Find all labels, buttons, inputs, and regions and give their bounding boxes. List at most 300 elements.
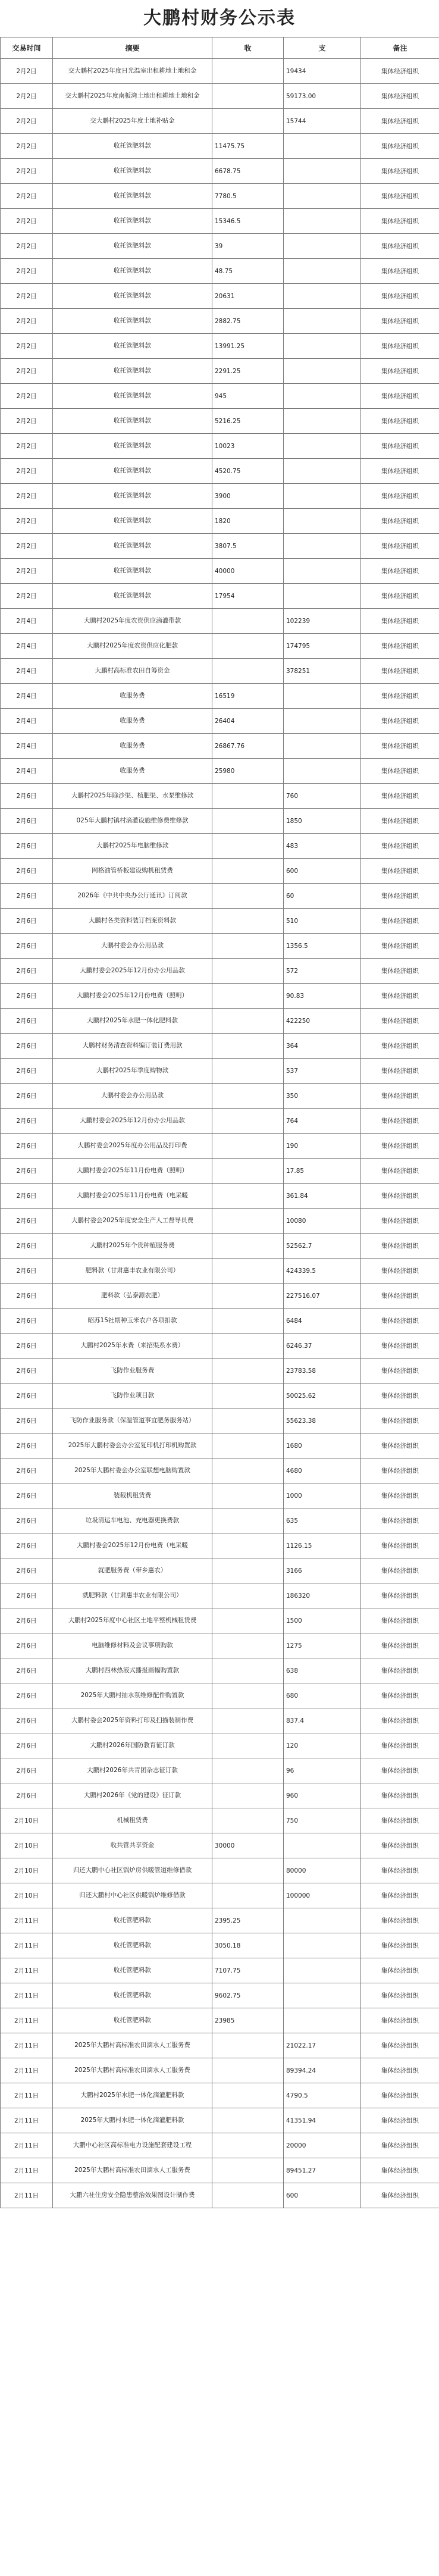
table-row (1, 1808, 439, 1833)
cell-summary: 收托管肥料款 (53, 1933, 212, 1958)
cell-summary: 交大鹏村2025年度南板湾土地出租耕地土地租金 (53, 84, 212, 109)
cell-summary: 大鹏村2025年度中心社区土地平整机械租赁费 (53, 1608, 212, 1633)
cell-date: 2月6日 (1, 1483, 53, 1508)
cell-summary: 大鹏村2025年水肥一体化肥料款 (53, 1009, 212, 1034)
cell-note: 集体经济组织 (361, 1633, 439, 1658)
cell-note: 集体经济组织 (361, 434, 439, 459)
cell-income (212, 2083, 284, 2108)
cell-income: 3050.18 (212, 1933, 284, 1958)
table-row (1, 684, 439, 709)
cell-expense: 960 (284, 1783, 361, 1808)
cell-summary: 机械租赁费 (53, 1808, 212, 1833)
cell-date: 2月2日 (1, 434, 53, 459)
cell-income (212, 1858, 284, 1883)
cell-income (212, 1334, 284, 1359)
table-row (1, 1009, 439, 1034)
cell-expense: 100000 (284, 1883, 361, 1908)
cell-note: 集体经济组织 (361, 1458, 439, 1483)
cell-income (212, 1783, 284, 1808)
cell-note: 集体经济组织 (361, 659, 439, 684)
cell-summary: 大鹏村委会办公用品款 (53, 1084, 212, 1109)
cell-date: 2月6日 (1, 934, 53, 959)
table-row (1, 1134, 439, 1159)
table-row (1, 559, 439, 584)
cell-expense: 17.85 (284, 1159, 361, 1184)
table-row (1, 1408, 439, 1433)
cell-note: 集体经济组织 (361, 184, 439, 209)
cell-date: 2月2日 (1, 409, 53, 434)
cell-summary: 收托管肥料款 (53, 309, 212, 334)
cell-date: 2月2日 (1, 109, 53, 134)
cell-expense: 89394.24 (284, 2058, 361, 2083)
cell-note: 集体经济组织 (361, 734, 439, 759)
cell-note: 集体经济组织 (361, 159, 439, 184)
cell-note: 集体经济组织 (361, 1608, 439, 1633)
cell-expense: 227516.07 (284, 1284, 361, 1309)
cell-date: 2月2日 (1, 334, 53, 359)
header-date: 交易时间 (1, 37, 53, 59)
cell-expense (284, 484, 361, 509)
cell-date: 2月6日 (1, 1084, 53, 1109)
cell-note: 集体经济组织 (361, 1134, 439, 1159)
cell-income (212, 1758, 284, 1783)
cell-summary: 大鹏村西林热液式播报画幅购置款 (53, 1658, 212, 1683)
cell-summary: 收托管肥料款 (53, 434, 212, 459)
table-body (1, 59, 439, 2208)
cell-date: 2月10日 (1, 1858, 53, 1883)
cell-income: 3900 (212, 484, 284, 509)
cell-summary: 大鹏村委会办公用品款 (53, 934, 212, 959)
cell-expense: 764 (284, 1109, 361, 1134)
cell-date: 2月6日 (1, 1109, 53, 1134)
cell-date: 2月6日 (1, 1384, 53, 1408)
cell-date: 2月6日 (1, 1334, 53, 1359)
cell-date: 2月6日 (1, 1608, 53, 1633)
cell-note: 集体经济组织 (361, 859, 439, 884)
table-row (1, 1159, 439, 1184)
cell-note: 集体经济组织 (361, 409, 439, 434)
header-row (1, 37, 439, 59)
cell-date: 2月2日 (1, 84, 53, 109)
cell-income: 16519 (212, 684, 284, 709)
cell-income (212, 1558, 284, 1583)
cell-date: 2月6日 (1, 1783, 53, 1808)
cell-note: 集体经济组织 (361, 1683, 439, 1708)
cell-date: 2月11日 (1, 1983, 53, 2008)
cell-expense: 15744 (284, 109, 361, 134)
cell-income (212, 1458, 284, 1483)
cell-income: 20631 (212, 284, 284, 309)
cell-summary: 收托管肥料款 (53, 484, 212, 509)
cell-expense: 186320 (284, 1583, 361, 1608)
cell-summary: 2025年大鹏村抽水泵维修配件购置款 (53, 1683, 212, 1708)
cell-summary: 收托管肥料款 (53, 209, 212, 234)
table-row (1, 2133, 439, 2158)
cell-income: 11475.75 (212, 134, 284, 159)
cell-expense: 1000 (284, 1483, 361, 1508)
cell-income: 17954 (212, 584, 284, 609)
cell-note: 集体经济组织 (361, 1933, 439, 1958)
cell-income: 7780.5 (212, 184, 284, 209)
cell-note: 集体经济组织 (361, 759, 439, 784)
cell-note: 集体经济组织 (361, 2058, 439, 2083)
cell-expense: 52562.7 (284, 1234, 361, 1259)
table-row (1, 1059, 439, 1084)
cell-note: 集体经济组织 (361, 1858, 439, 1883)
cell-income: 945 (212, 384, 284, 409)
table-row (1, 1683, 439, 1708)
table-row (1, 1334, 439, 1359)
cell-income (212, 1184, 284, 1209)
table-row (1, 259, 439, 284)
cell-income (212, 2058, 284, 2083)
cell-summary: 收托管肥料款 (53, 559, 212, 584)
cell-note: 集体经济组织 (361, 509, 439, 534)
cell-income (212, 2133, 284, 2158)
cell-date: 2月6日 (1, 1633, 53, 1658)
cell-note: 集体经济组织 (361, 1558, 439, 1583)
cell-note: 集体经济组织 (361, 909, 439, 934)
cell-note: 集体经济组织 (361, 484, 439, 509)
header-expense: 支 (284, 37, 361, 59)
cell-note: 集体经济组织 (361, 84, 439, 109)
cell-note: 集体经济组织 (361, 2133, 439, 2158)
cell-date: 2月6日 (1, 1184, 53, 1209)
cell-income (212, 609, 284, 634)
table-row (1, 534, 439, 559)
cell-summary: 收托管肥料款 (53, 284, 212, 309)
cell-expense: 1850 (284, 809, 361, 834)
cell-note: 集体经济组织 (361, 259, 439, 284)
table-row (1, 384, 439, 409)
cell-income (212, 2158, 284, 2183)
table-row (1, 1533, 439, 1558)
cell-income (212, 2183, 284, 2208)
cell-income: 13991.25 (212, 334, 284, 359)
cell-summary: 大鹏中心社区高标准电力设施配套建设工程 (53, 2133, 212, 2158)
cell-note: 集体经济组织 (361, 1184, 439, 1209)
cell-expense (284, 359, 361, 384)
table-row (1, 1359, 439, 1384)
table-row (1, 759, 439, 784)
cell-expense: 89451.27 (284, 2158, 361, 2183)
table-row (1, 1858, 439, 1883)
cell-summary: 大鹏村2025年除沙渠、植肥渠、水泵维修款 (53, 784, 212, 809)
cell-summary: 飞防作业服务费 (53, 1359, 212, 1384)
table-row (1, 2008, 439, 2033)
cell-income (212, 1733, 284, 1758)
cell-expense: 422250 (284, 1009, 361, 1034)
cell-date: 2月4日 (1, 709, 53, 734)
table-row (1, 1608, 439, 1633)
cell-income (212, 1284, 284, 1309)
cell-income (212, 1658, 284, 1683)
finance-table (0, 37, 439, 2208)
cell-summary: 大鹏村各类资料装订档案资料款 (53, 909, 212, 934)
cell-date: 2月11日 (1, 2008, 53, 2033)
cell-summary: 昭苏15社期种玉米农户各项扣款 (53, 1309, 212, 1334)
cell-expense: 635 (284, 1508, 361, 1533)
cell-date: 2月6日 (1, 1683, 53, 1708)
cell-summary: 大鹏村高标准农田自筹资金 (53, 659, 212, 684)
cell-note: 集体经济组织 (361, 1833, 439, 1858)
cell-summary: 2026年《中共中央办公厅通讯》订阅款 (53, 884, 212, 909)
table-row (1, 134, 439, 159)
cell-expense (284, 459, 361, 484)
table-row (1, 309, 439, 334)
cell-date: 2月2日 (1, 534, 53, 559)
cell-note: 集体经济组织 (361, 384, 439, 409)
cell-note: 集体经济组织 (361, 2008, 439, 2033)
cell-summary: 大鹏村2025年度农资供应滴灌带款 (53, 609, 212, 634)
cell-summary: 飞防作业项目款 (53, 1384, 212, 1408)
table-row (1, 1034, 439, 1059)
cell-expense: 23783.58 (284, 1359, 361, 1384)
cell-note: 集体经济组织 (361, 1109, 439, 1134)
cell-summary: 收托管肥料款 (53, 1908, 212, 1933)
cell-expense: 361.84 (284, 1184, 361, 1209)
cell-expense (284, 259, 361, 284)
cell-expense: 6484 (284, 1309, 361, 1334)
cell-note: 集体经济组织 (361, 1583, 439, 1608)
cell-income (212, 659, 284, 684)
cell-summary: 大鹏村委会2025年12月份办公用品款 (53, 1109, 212, 1134)
cell-summary: 收托管肥料款 (53, 584, 212, 609)
cell-note: 集体经济组织 (361, 1433, 439, 1458)
header-note: 备注 (361, 37, 439, 59)
cell-note: 集体经济组织 (361, 1908, 439, 1933)
cell-income: 2395.25 (212, 1908, 284, 1933)
table-row (1, 1483, 439, 1508)
cell-expense: 1500 (284, 1608, 361, 1633)
cell-expense: 6246.37 (284, 1334, 361, 1359)
cell-date: 2月6日 (1, 1583, 53, 1608)
table-row (1, 1583, 439, 1608)
table-row (1, 159, 439, 184)
table-row (1, 2158, 439, 2183)
cell-income (212, 884, 284, 909)
cell-income: 6678.75 (212, 159, 284, 184)
cell-income: 23985 (212, 2008, 284, 2033)
cell-date: 2月6日 (1, 1359, 53, 1384)
cell-summary: 大鹏村委会2025年11月份电费（照明） (53, 1159, 212, 1184)
cell-note: 集体经济组织 (361, 784, 439, 809)
cell-income: 1820 (212, 509, 284, 534)
table-row (1, 284, 439, 309)
cell-expense: 3166 (284, 1558, 361, 1583)
table-row (1, 1284, 439, 1309)
cell-expense: 50025.62 (284, 1384, 361, 1408)
cell-expense: 510 (284, 909, 361, 934)
cell-summary: 大鹏村2025年电脑维修款 (53, 834, 212, 859)
cell-income (212, 1583, 284, 1608)
cell-summary: 大鹏村委会2025年度办公用品及打印费 (53, 1134, 212, 1159)
cell-expense: 41351.94 (284, 2108, 361, 2133)
cell-summary: 大鹏村2025年度农资供应化肥款 (53, 634, 212, 659)
cell-date: 2月2日 (1, 384, 53, 409)
cell-income (212, 1009, 284, 1034)
cell-note: 集体经济组织 (361, 1059, 439, 1084)
cell-note: 集体经济组织 (361, 634, 439, 659)
cell-expense: 483 (284, 834, 361, 859)
cell-date: 2月6日 (1, 1708, 53, 1733)
cell-summary: 收托管肥料款 (53, 159, 212, 184)
cell-note: 集体经济组织 (361, 1958, 439, 1983)
cell-summary: 就肥料款（甘肃惠丰农业有限公司） (53, 1583, 212, 1608)
cell-expense: 21022.17 (284, 2033, 361, 2058)
cell-note: 集体经济组织 (361, 609, 439, 634)
cell-expense (284, 434, 361, 459)
cell-expense (284, 1833, 361, 1858)
cell-summary: 肥料款（甘肃惠丰农业有限公司） (53, 1259, 212, 1284)
cell-date: 2月6日 (1, 1733, 53, 1758)
cell-summary: 025年大鹏村镇村滴灌设施维修费维修款 (53, 809, 212, 834)
cell-expense (284, 284, 361, 309)
cell-income: 48.75 (212, 259, 284, 284)
cell-expense (284, 1983, 361, 2008)
cell-note: 集体经济组织 (361, 934, 439, 959)
cell-expense (284, 559, 361, 584)
cell-note: 集体经济组织 (361, 1234, 439, 1259)
cell-note: 集体经济组织 (361, 234, 439, 259)
table-row (1, 1733, 439, 1758)
cell-expense: 1356.5 (284, 934, 361, 959)
cell-summary: 大鹏村2025年季度购物款 (53, 1059, 212, 1084)
cell-expense (284, 1958, 361, 1983)
cell-income: 26404 (212, 709, 284, 734)
cell-date: 2月4日 (1, 684, 53, 709)
cell-expense: 59173.00 (284, 84, 361, 109)
cell-income (212, 784, 284, 809)
cell-income (212, 1708, 284, 1733)
cell-income: 9602.75 (212, 1983, 284, 2008)
cell-date: 2月4日 (1, 634, 53, 659)
table-row (1, 834, 439, 859)
cell-expense: 4790.5 (284, 2083, 361, 2108)
cell-income (212, 2033, 284, 2058)
cell-note: 集体经济组织 (361, 1658, 439, 1683)
cell-summary: 大鹏村委会2025年度安全生产人工督导员费 (53, 1209, 212, 1234)
cell-expense: 760 (284, 784, 361, 809)
table-row (1, 584, 439, 609)
table-row (1, 484, 439, 509)
cell-date: 2月11日 (1, 2108, 53, 2133)
cell-expense: 60 (284, 884, 361, 909)
cell-date: 2月6日 (1, 1284, 53, 1309)
cell-income (212, 809, 284, 834)
cell-income (212, 1059, 284, 1084)
cell-expense (284, 334, 361, 359)
cell-note: 集体经济组织 (361, 134, 439, 159)
cell-note: 集体经济组织 (361, 959, 439, 984)
cell-summary: 收服务费 (53, 709, 212, 734)
cell-note: 集体经济组织 (361, 284, 439, 309)
cell-summary: 大鹏村委会2025年资料打印及扫描装制作费 (53, 1708, 212, 1733)
cell-note: 集体经济组织 (361, 1209, 439, 1234)
cell-summary: 大鹏村2025年水肥一体化滴灌肥料款 (53, 2083, 212, 2108)
cell-summary: 交大鹏村2025年度日光温室出租耕地土地租金 (53, 59, 212, 84)
table-row (1, 1708, 439, 1733)
cell-income (212, 1483, 284, 1508)
cell-income: 7107.75 (212, 1958, 284, 1983)
cell-expense: 19434 (284, 59, 361, 84)
cell-summary: 收托管肥料款 (53, 259, 212, 284)
cell-date: 2月6日 (1, 1059, 53, 1084)
table-row (1, 2108, 439, 2133)
cell-summary: 收托管肥料款 (53, 384, 212, 409)
cell-income (212, 1633, 284, 1658)
cell-summary: 大鹏村2025年水费（来招渠系水费） (53, 1334, 212, 1359)
cell-income (212, 859, 284, 884)
cell-expense (284, 709, 361, 734)
cell-date: 2月2日 (1, 209, 53, 234)
table-row (1, 1783, 439, 1808)
table-row (1, 1309, 439, 1334)
cell-expense: 537 (284, 1059, 361, 1084)
table-row (1, 409, 439, 434)
cell-note: 集体经济组织 (361, 309, 439, 334)
cell-date: 2月6日 (1, 1458, 53, 1483)
cell-note: 集体经济组织 (361, 1708, 439, 1733)
cell-date: 2月6日 (1, 1009, 53, 1034)
cell-expense: 364 (284, 1034, 361, 1059)
cell-date: 2月6日 (1, 1134, 53, 1159)
table-row (1, 934, 439, 959)
cell-date: 2月2日 (1, 359, 53, 384)
table-row (1, 784, 439, 809)
table-row (1, 809, 439, 834)
table-row (1, 1184, 439, 1209)
cell-income (212, 634, 284, 659)
table-row (1, 209, 439, 234)
cell-note: 集体经济组织 (361, 1783, 439, 1808)
cell-summary: 大鹏村2026年共青团杂志征订款 (53, 1758, 212, 1783)
cell-summary: 2025年大鹏村委会办公室复印机打印机购置款 (53, 1433, 212, 1458)
cell-income (212, 1109, 284, 1134)
table-row (1, 1933, 439, 1958)
cell-summary: 电脑维修材料及会议事项购款 (53, 1633, 212, 1658)
cell-date: 2月6日 (1, 1209, 53, 1234)
cell-note: 集体经济组织 (361, 1808, 439, 1833)
cell-date: 2月6日 (1, 884, 53, 909)
cell-expense (284, 759, 361, 784)
cell-expense: 174795 (284, 634, 361, 659)
cell-summary: 网格油管桥板建设购机租赁费 (53, 859, 212, 884)
cell-note: 集体经济组织 (361, 1009, 439, 1034)
cell-summary: 收托管肥料款 (53, 509, 212, 534)
cell-income (212, 1508, 284, 1533)
table-row (1, 634, 439, 659)
cell-summary: 归还大鹏村中心社区供暖锅炉维修借款 (53, 1883, 212, 1908)
table-row (1, 984, 439, 1009)
cell-expense (284, 1908, 361, 1933)
cell-income (212, 1209, 284, 1234)
cell-income (212, 2108, 284, 2133)
cell-expense (284, 184, 361, 209)
cell-date: 2月6日 (1, 959, 53, 984)
cell-expense: 90.83 (284, 984, 361, 1009)
table-row (1, 1084, 439, 1109)
table-row (1, 2183, 439, 2208)
cell-expense: 1275 (284, 1633, 361, 1658)
cell-expense (284, 2008, 361, 2033)
table-row (1, 334, 439, 359)
cell-expense: 80000 (284, 1858, 361, 1883)
cell-income (212, 84, 284, 109)
cell-note: 集体经济组织 (361, 584, 439, 609)
cell-summary: 交大鹏村2025年度土地补贴金 (53, 109, 212, 134)
cell-income: 2291.25 (212, 359, 284, 384)
